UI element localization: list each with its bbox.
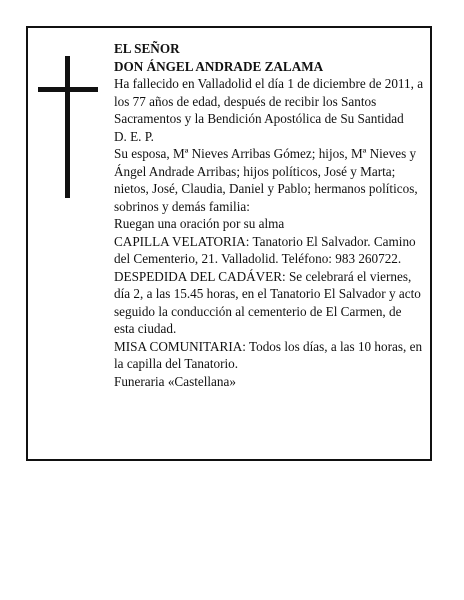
latin-cross-icon [38,56,98,198]
family-list: Su esposa, Mª Nieves Arribas Gómez; hijos, Mª Nieves y Ángel Andrade Arribas; hijos políticos, José y Marta; nietos, José, Claudia, Daniel y Pablo; hermanos políticos, sobrinos y demás familia: [114,146,418,214]
deceased-name: DON ÁNGEL ANDRADE ZALAMA [114,58,324,74]
notice-text [114,40,424,390]
cross-horizontal-bar [38,87,98,92]
community-mass-info: MISA COMUNITARIA: Todos los días, a las 10 horas, en la capilla del Tanatorio. [114,338,423,371]
prayer-request: Ruegan una oración por su alma [114,216,285,231]
obituary-notice [26,26,432,461]
funeral-home: Funeraria «Castellana» [114,373,236,389]
cross-vertical-bar [65,56,70,198]
farewell-info: DESPEDIDA DEL CADÁVER: Se celebrará el viernes, día 2, a las 15.45 horas, en el Tanatorio El Salvador y acto seguido la conducción al cementerio de El Carmen, de esta ciudad. [114,268,421,336]
notice-heading-title: EL SEÑOR [114,41,180,56]
death-announcement: Ha fallecido en Valladolid el día 1 de diciembre de 2011, a los 77 años de edad, después de recibir los Santos Sacramentos y la Bendición Apostólica de Su Santidad [114,76,424,126]
wake-chapel-info: CAPILLA VELATORIA: Tanatorio El Salvador. Camino del Cementerio, 21. Valladolid. Teléfono: 983 260722. [114,233,416,266]
rip-line: D. E. P. [114,128,154,144]
